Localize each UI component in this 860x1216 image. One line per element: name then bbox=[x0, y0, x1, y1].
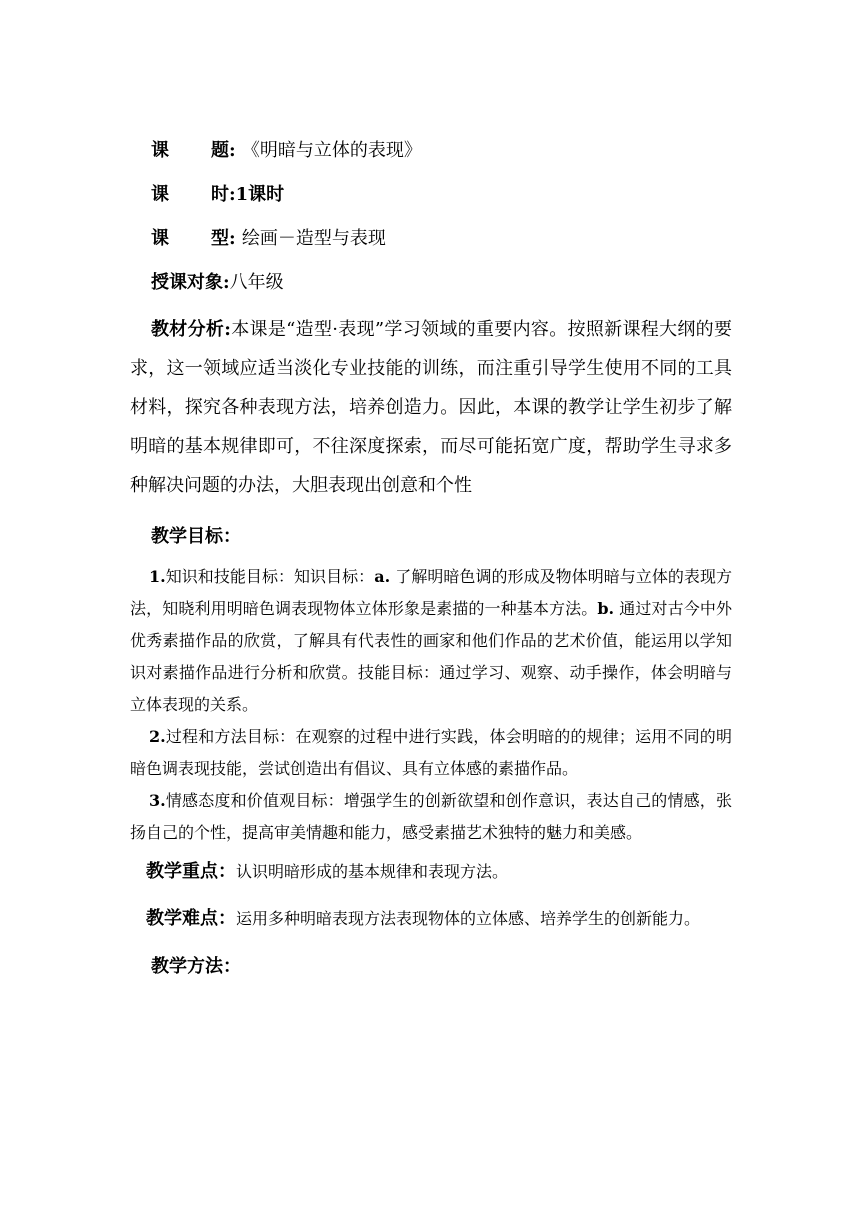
objective-1-b-label: b. bbox=[597, 599, 615, 618]
objective-item-2 bbox=[130, 721, 732, 785]
objectives-heading: 教学目标： bbox=[151, 526, 241, 547]
difficulty-text: 运用多种明暗表现方法表现物体的立体感、培养学生的创新能力。 bbox=[236, 909, 701, 928]
title-line: 课 题: 《明暗与立体的表现》 bbox=[151, 140, 422, 161]
objective-1-a-text: 了解明暗色调的形成及物体明暗与立体的表现方法，知晓利用明暗色调表现物体立体形象是素描的一种基本方法。 bbox=[130, 567, 732, 618]
title-label-a: 课 bbox=[151, 140, 169, 161]
key-point-label: 教学重点： bbox=[146, 861, 236, 882]
analysis-text: 本课是“造型·表现”学习领域的重要内容。按照新课程大纲的要求，这一领域应适当淡化专业技能的训练，而注重引导学生使用不同的工具材料，探究各种表现方法，培养创造力。因此，本课的教学让学生初步了解明暗的基本规律即可，不往深度探索，而尽可能拓宽广度，帮助学生寻求多种解决问题的办法，大胆表现出创意和个性 bbox=[130, 319, 732, 496]
objective-item-1 bbox=[130, 561, 732, 721]
hours-line: 课 时:1课时 bbox=[151, 184, 285, 205]
hours-label-a: 课 bbox=[151, 184, 169, 205]
objective-1-text: 知识和技能目标：知识目标： bbox=[165, 567, 375, 586]
objective-2-num: 2. bbox=[149, 727, 166, 746]
title-label-b: 题 bbox=[211, 140, 229, 161]
type-line: 课 型: 绘画－造型与表现 bbox=[151, 228, 386, 249]
key-point bbox=[130, 855, 732, 889]
difficulty-label: 教学难点： bbox=[146, 908, 236, 929]
audience-line: 授课对象:八年级 bbox=[151, 272, 284, 293]
title-value: 《明暗与立体的表现》 bbox=[241, 140, 422, 161]
hours-label-b: 时 bbox=[211, 184, 229, 205]
objective-1-a-label: a. bbox=[374, 567, 391, 586]
objective-1-num: 1. bbox=[149, 567, 166, 586]
difficulty bbox=[130, 899, 732, 939]
objective-item-3 bbox=[130, 785, 732, 849]
audience-value: 八年级 bbox=[229, 272, 284, 293]
key-point-text: 认识明暗形成的基本规律和表现方法。 bbox=[236, 862, 509, 881]
material-analysis bbox=[130, 310, 732, 505]
type-label-a: 课 bbox=[151, 228, 169, 249]
type-label-b: 型 bbox=[211, 228, 229, 249]
method-heading: 教学方法： bbox=[151, 956, 241, 977]
objective-1-b-text: 通过对古今中外优秀素描作品的欣赏，了解具有代表性的画家和他们作品的艺术价值，能运用以学知识对素描作品进行分析和欣赏。技能目标：通过学习、观察、动手操作，体会明暗与立体表现的关系。 bbox=[130, 599, 732, 714]
objective-2-text: 过程和方法目标：在观察的过程中进行实践，体会明暗的的规律；运用不同的明暗色调表现技能，尝试创造出有倡议、具有立体感的素描作品。 bbox=[130, 727, 732, 778]
type-value: 绘画－造型与表现 bbox=[241, 228, 386, 249]
objective-3-num: 3. bbox=[149, 791, 166, 810]
lesson-plan-page bbox=[130, 132, 732, 987]
objective-3-text: 情感态度和价值观目标：增强学生的创新欲望和创作意识，表达自己的情感，张扬自己的个性，提高审美情趣和能力，感受素描艺术独特的魅力和美感。 bbox=[130, 791, 732, 842]
hours-value: 1课时 bbox=[235, 184, 285, 205]
analysis-label: 教材分析: bbox=[151, 319, 231, 340]
audience-label: 授课对象 bbox=[151, 272, 223, 293]
